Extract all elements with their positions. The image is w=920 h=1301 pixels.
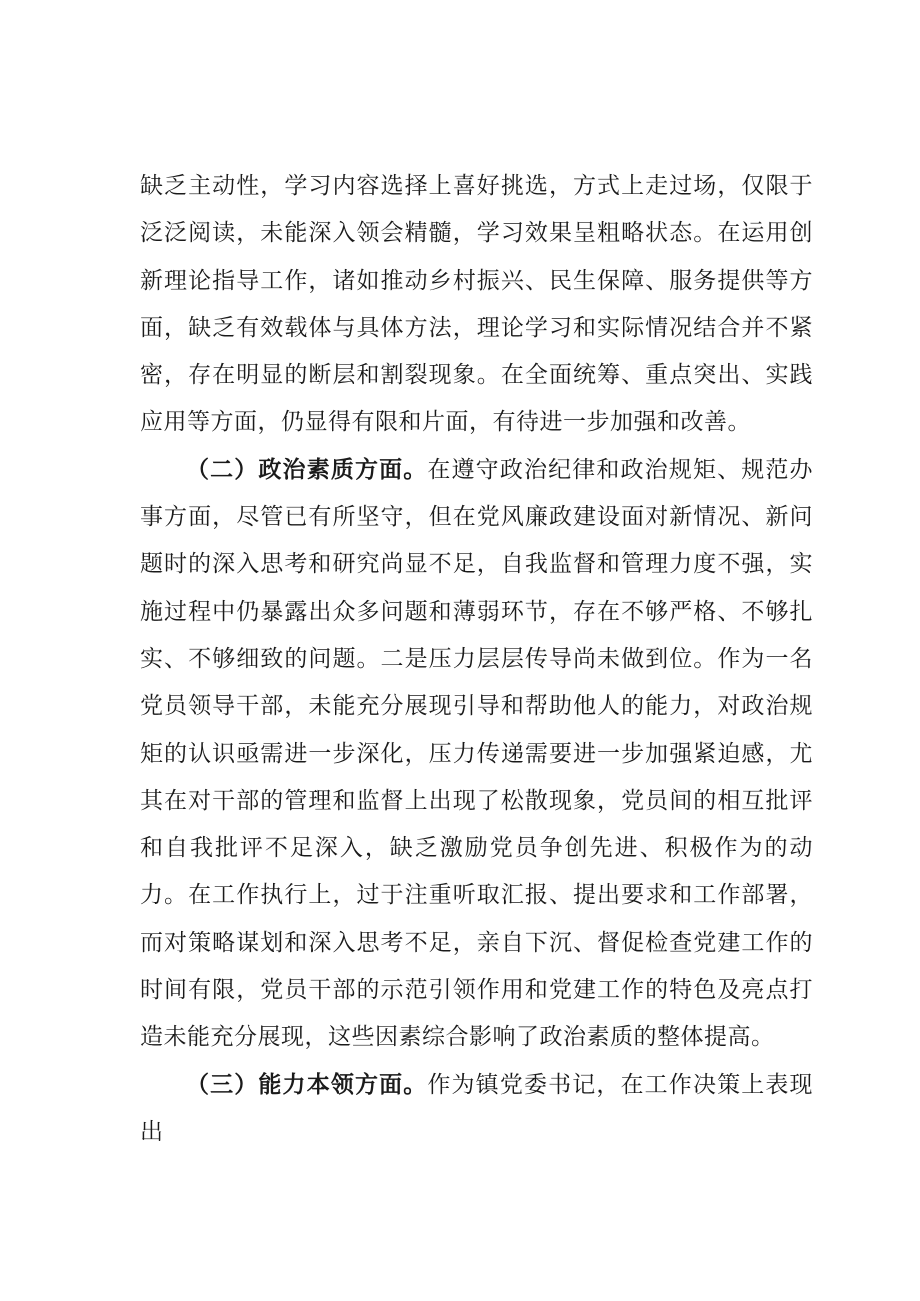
- section-2-heading: （二）政治素质方面。: [186, 456, 428, 483]
- section-political-quality: [140, 447, 813, 1062]
- document-body: [140, 163, 813, 1156]
- section-2-body: 在遵守政治纪律和政治规矩、规范办事方面，尽管已有所坚守，但在党风廉政建设面对新情况、新问题时的深入思考和研究尚显不足，自我监督和管理力度不强，实施过程中仍暴露出众多问题和薄弱环节，存在不够严格、不够扎实、不够细致的问题。二是压力层层传导尚未做到位。作为一名党员领导干部，未能充分展现引导和帮助他人的能力，对政治规矩的认识亟需进一步深化，压力传递需要进一步加强紧迫感，尤其在对干部的管理和监督上出现了松散现象，党员间的相互批评和自我批评不足深入，缺乏激励党员争创先进、积极作为的动力。在工作执行上，过于注重听取汇报、提出要求和工作部署，而对策略谋划和深入思考不足，亲自下沉、督促检查党建工作的时间有限，党员干部的示范引领作用和党建工作的特色及亮点打造未能充分展现，这些因素综合影响了政治素质的整体提高。: [140, 456, 814, 1051]
- section-3-heading: （三）能力本领方面。: [186, 1071, 428, 1098]
- paragraph-continuation: [140, 163, 813, 447]
- paragraph-1-text: 缺乏主动性，学习内容选择上喜好挑选，方式上走过场，仅限于泛泛阅读，未能深入领会精髓，学习效果呈粗略状态。在运用创新理论指导工作，诸如推动乡村振兴、民生保障、服务提供等方面，缺乏有效载体与具体方法，理论学习和实际情况结合并不紧密，存在明显的断层和割裂现象。在全面统筹、重点突出、实践应用等方面，仍显得有限和片面，有待进一步加强和改善。: [140, 173, 813, 436]
- section-ability: [140, 1062, 813, 1157]
- section-3-body: 作为镇党委书记，在工作决策上表现出: [140, 1071, 814, 1145]
